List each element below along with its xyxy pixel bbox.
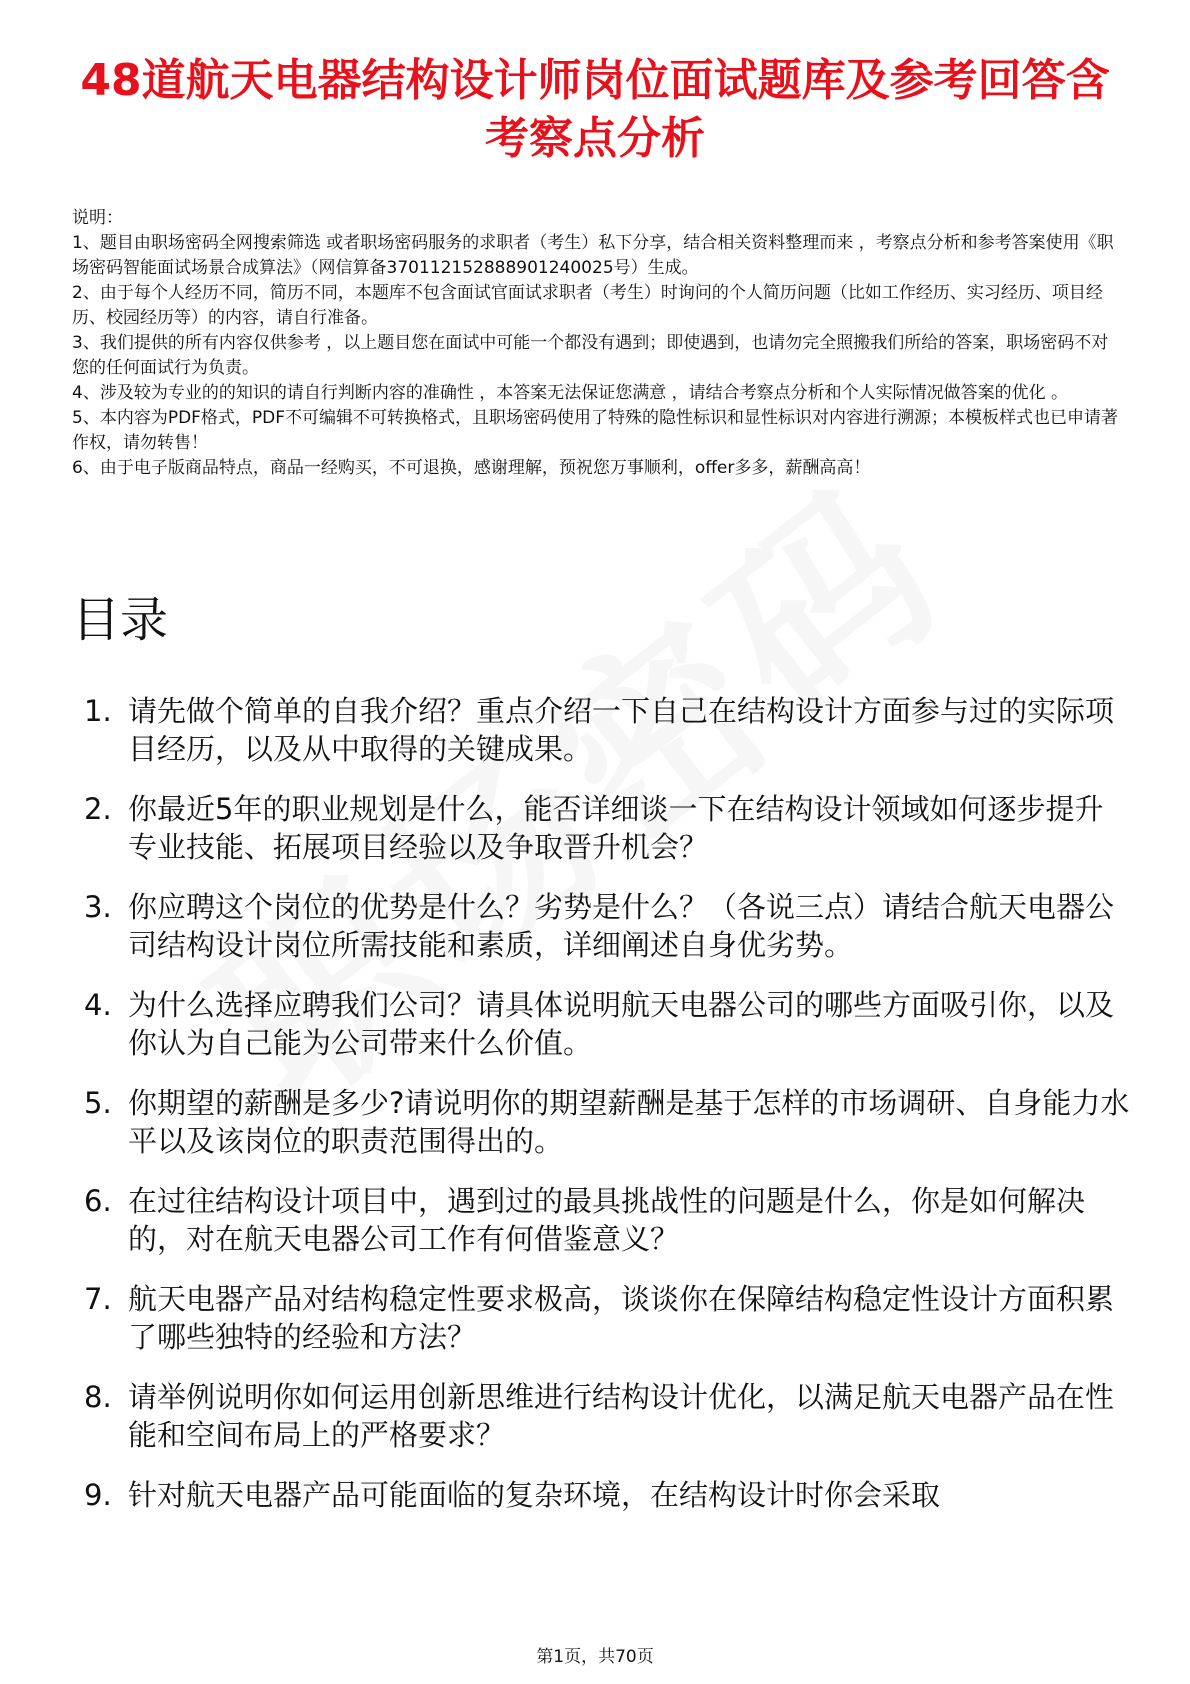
notes-section xyxy=(72,206,1122,481)
toc-item[interactable] xyxy=(72,888,1132,964)
toc-item[interactable] xyxy=(72,1280,1132,1356)
toc-item-text: 请先做个简单的自我介绍？重点介绍一下自己在结构设计方面参与过的实际项目经历，以及从中取得的关键成果。 xyxy=(128,694,1115,766)
toc-item-number: 2. xyxy=(84,792,112,826)
toc-item-number: 1. xyxy=(84,694,112,728)
toc-item-text: 航天电器产品对结构稳定性要求极高，谈谈你在保障结构稳定性设计方面积累了哪些独特的经验和方法？ xyxy=(128,1282,1115,1354)
note-item: 1、题目由职场密码全网搜索筛选 或者职场密码服务的求职者（考生）私下分享，结合相关资料整理而来 ，考察点分析和参考答案使用《职场密码智能面试场景合成算法》（网信算备370112152888901240025号）生成。 xyxy=(72,233,1114,278)
toc-item[interactable] xyxy=(72,986,1132,1062)
note-item: 4、涉及较为专业的的知识的请自行判断内容的准确性 ，本答案无法保证您满意 ，请结合考察点分析和个人实际情况做答案的优化 。 xyxy=(72,383,1069,403)
toc-item[interactable] xyxy=(72,1378,1132,1454)
page-title: 48道航天电器结构设计师岗位面试题库及参考回答含考察点分析 xyxy=(80,55,1110,164)
toc-item[interactable] xyxy=(72,1182,1132,1258)
page-footer: 第1页，共70页 xyxy=(536,1647,654,1667)
toc-item-number: 7. xyxy=(84,1282,112,1316)
note-item: 3、我们提供的所有内容仅供参考 ，以上题目您在面试中可能一个都没有遇到；即使遇到，也请勿完全照搬我们所给的答案，职场密码不对您的任何面试行为负责。 xyxy=(72,333,1109,378)
toc-item-number: 6. xyxy=(84,1184,112,1218)
note-item: 6、由于电子版商品特点，商品一经购买，不可退换，感谢理解，预祝您万事顺利，offer多多，薪酬高高！ xyxy=(72,458,871,478)
toc-item-text: 请举例说明你如何运用创新思维进行结构设计优化，以满足航天电器产品在性能和空间布局上的严格要求？ xyxy=(128,1380,1115,1452)
toc-item-number: 8. xyxy=(84,1380,112,1414)
toc-item-text: 你应聘这个岗位的优势是什么？劣势是什么？（各说三点）请结合航天电器公司结构设计岗位所需技能和素质，详细阐述自身优劣势。 xyxy=(128,890,1115,962)
toc-item-number: 3. xyxy=(84,890,112,924)
toc-item-text: 你期望的薪酬是多少?请说明你的期望薪酬是基于怎样的市场调研、自身能力水平以及该岗位的职责范围得出的。 xyxy=(128,1086,1130,1158)
toc-item-text: 为什么选择应聘我们公司？请具体说明航天电器公司的哪些方面吸引你，以及你认为自己能为公司带来什么价值。 xyxy=(128,988,1115,1060)
notes-heading: 说明： xyxy=(72,208,123,228)
note-item: 5、本内容为PDF格式，PDF不可编辑不可转换格式，且职场密码使用了特殊的隐性标识和显性标识对内容进行溯源；本模板样式也已申请著作权，请勿转售！ xyxy=(72,408,1119,453)
toc-list xyxy=(72,692,1132,1536)
toc-item-number: 9. xyxy=(84,1478,112,1512)
toc-item[interactable] xyxy=(72,790,1132,866)
toc-heading: 目录 xyxy=(72,592,169,648)
toc-item-number: 4. xyxy=(84,988,112,1022)
toc-item-number: 5. xyxy=(84,1086,112,1120)
note-item: 2、由于每个人经历不同，简历不同，本题库不包含面试官面试求职者（考生）时询问的个人简历问题（比如工作经历、实习经历、项目经历、校园经历等）的内容，请自行准备。 xyxy=(72,283,1103,328)
toc-item[interactable] xyxy=(72,692,1132,768)
toc-item-text: 你最近5年的职业规划是什么，能否详细谈一下在结构设计领域如何逐步提升专业技能、拓展项目经验以及争取晋升机会？ xyxy=(128,792,1104,864)
toc-item-text: 针对航天电器产品可能面临的复杂环境，在结构设计时你会采取 xyxy=(128,1478,941,1512)
toc-item[interactable] xyxy=(72,1476,1132,1514)
toc-item[interactable] xyxy=(72,1084,1132,1160)
toc-item-text: 在过往结构设计项目中，遇到过的最具挑战性的问题是什么，你是如何解决的，对在航天电器公司工作有何借鉴意义？ xyxy=(128,1184,1086,1256)
